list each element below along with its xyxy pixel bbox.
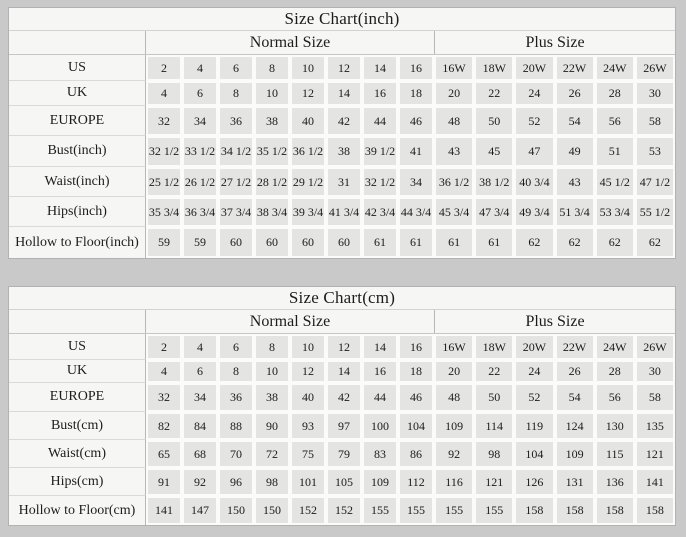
size-value-cell: 152 [290,496,326,525]
size-value-cell: 37 3/4 [218,197,254,227]
size-value-cell: 50 [474,106,514,136]
size-value-cell: 40 [290,383,326,412]
size-value-cell: 29 1/2 [290,167,326,197]
row-label: Waist(inch) [9,167,146,197]
size-value-cell: 10 [254,360,290,383]
size-value-cell: 38 [254,383,290,412]
size-value-cell: 92 [182,468,218,496]
size-value-cell: 44 [362,106,398,136]
size-value-cell: 47 [514,136,554,167]
size-value-cell: 50 [474,383,514,412]
plus-size-header: Plus Size [434,310,675,333]
size-value-cell: 40 [290,106,326,136]
corner-cell [9,310,146,333]
size-value-cell: 131 [555,468,595,496]
table-row [9,383,675,412]
size-value-cell: 8 [254,55,290,81]
size-value-cell: 12 [326,334,362,360]
size-value-cell: 115 [595,440,635,468]
size-value-cell: 53 3/4 [595,197,635,227]
group-header-row [9,31,675,55]
size-value-cell: 147 [182,496,218,525]
table-body [9,334,675,525]
size-value-cell: 16 [398,334,434,360]
size-value-cell: 24 [514,81,554,106]
size-value-cell: 121 [635,440,675,468]
row-label: Hollow to Floor(cm) [9,496,146,525]
size-value-cell: 61 [398,227,434,258]
size-value-cell: 49 3/4 [514,197,554,227]
size-value-cell: 101 [290,468,326,496]
size-value-cell: 16W [434,55,474,81]
size-value-cell: 45 3/4 [434,197,474,227]
size-value-cell: 38 3/4 [254,197,290,227]
size-value-cell: 75 [290,440,326,468]
size-value-cell: 46 [398,106,434,136]
size-value-cell: 32 [146,106,182,136]
size-value-cell: 62 [635,227,675,258]
size-chart-cm-panel [8,286,676,526]
size-value-cell: 18 [398,360,434,383]
table-row [9,227,675,258]
size-value-cell: 60 [254,227,290,258]
size-value-cell: 8 [218,360,254,383]
size-value-cell: 14 [362,334,398,360]
size-value-cell: 20W [514,334,554,360]
size-value-cell: 47 1/2 [635,167,675,197]
size-value-cell: 6 [218,334,254,360]
size-value-cell: 130 [595,412,635,440]
normal-size-header: Normal Size [249,33,331,51]
size-value-cell: 26 [555,81,595,106]
row-label: UK [9,360,146,383]
size-value-cell: 124 [555,412,595,440]
size-value-cell: 53 [635,136,675,167]
size-value-cell: 59 [182,227,218,258]
size-value-cell: 18 [398,81,434,106]
table-row [9,360,675,383]
size-value-cell: 72 [254,440,290,468]
size-value-cell: 155 [398,496,434,525]
size-value-cell: 65 [146,440,182,468]
size-value-cell: 62 [514,227,554,258]
table-body [9,55,675,258]
size-value-cell: 97 [326,412,362,440]
size-value-cell: 2 [146,55,182,81]
size-value-cell: 44 3/4 [398,197,434,227]
size-value-cell: 150 [218,496,254,525]
size-value-cell: 24W [595,55,635,81]
size-value-cell: 22W [555,55,595,81]
size-value-cell: 32 1/2 [146,136,182,167]
size-value-cell: 44 [362,383,398,412]
row-label: Bust(inch) [9,136,146,167]
size-value-cell: 10 [254,81,290,106]
row-label: US [9,334,146,360]
size-value-cell: 41 3/4 [326,197,362,227]
size-value-cell: 28 [595,81,635,106]
size-value-cell: 62 [595,227,635,258]
size-value-cell: 60 [290,227,326,258]
size-value-cell: 152 [326,496,362,525]
size-value-cell: 70 [218,440,254,468]
size-value-cell: 4 [146,81,182,106]
size-value-cell: 45 1/2 [595,167,635,197]
size-value-cell: 51 [595,136,635,167]
row-label: EUROPE [9,383,146,412]
size-value-cell: 105 [326,468,362,496]
row-label: EUROPE [9,106,146,136]
size-value-cell: 56 [595,383,635,412]
size-value-cell: 35 3/4 [146,197,182,227]
size-value-cell: 25 1/2 [146,167,182,197]
row-label: Hips(cm) [9,468,146,496]
size-value-cell: 68 [182,440,218,468]
size-value-cell: 4 [182,334,218,360]
row-label: Bust(cm) [9,412,146,440]
size-value-cell: 60 [326,227,362,258]
size-value-cell: 112 [398,468,434,496]
size-value-cell: 61 [434,227,474,258]
size-value-cell: 27 1/2 [218,167,254,197]
size-value-cell: 28 1/2 [254,167,290,197]
size-value-cell: 36 1/2 [290,136,326,167]
table-row [9,412,675,440]
row-label: Waist(cm) [9,440,146,468]
size-value-cell: 46 [398,383,434,412]
size-value-cell: 54 [555,383,595,412]
size-value-cell: 36 [218,106,254,136]
size-value-cell: 22 [474,360,514,383]
size-value-cell: 12 [290,81,326,106]
size-value-cell: 100 [362,412,398,440]
row-label: Hips(inch) [9,197,146,227]
size-value-cell: 20 [434,360,474,383]
table-title: Size Chart(cm) [9,287,675,310]
size-value-cell: 36 3/4 [182,197,218,227]
table-row [9,468,675,496]
table-row [9,197,675,227]
size-value-cell: 62 [555,227,595,258]
size-value-cell: 52 [514,383,554,412]
size-value-cell: 42 [326,106,362,136]
size-value-cell: 51 3/4 [555,197,595,227]
size-value-cell: 155 [434,496,474,525]
size-value-cell: 16W [434,334,474,360]
size-value-cell: 98 [254,468,290,496]
size-value-cell: 88 [218,412,254,440]
size-value-cell: 39 3/4 [290,197,326,227]
size-value-cell: 26 1/2 [182,167,218,197]
size-value-cell: 22 [474,81,514,106]
page-background [0,7,686,537]
size-value-cell: 141 [146,496,182,525]
size-value-cell: 35 1/2 [254,136,290,167]
size-value-cell: 42 3/4 [362,197,398,227]
size-value-cell: 38 1/2 [474,167,514,197]
group-header-row [9,310,675,334]
size-value-cell: 121 [474,468,514,496]
size-value-cell: 26 [555,360,595,383]
size-value-cell: 61 [362,227,398,258]
size-value-cell: 42 [326,383,362,412]
size-value-cell: 58 [635,383,675,412]
normal-size-header: Normal Size [249,312,331,330]
size-value-cell: 92 [434,440,474,468]
size-value-cell: 38 [254,106,290,136]
size-value-cell: 114 [474,412,514,440]
size-value-cell: 91 [146,468,182,496]
size-value-cell: 40 3/4 [514,167,554,197]
size-chart-inch-panel [8,7,676,259]
size-value-cell: 109 [362,468,398,496]
size-value-cell: 2 [146,334,182,360]
size-value-cell: 6 [218,55,254,81]
size-value-cell: 14 [326,360,362,383]
size-value-cell: 28 [595,360,635,383]
size-value-cell: 18W [474,334,514,360]
size-value-cell: 98 [474,440,514,468]
size-value-cell: 90 [254,412,290,440]
size-value-cell: 26W [635,334,675,360]
size-value-cell: 136 [595,468,635,496]
size-value-cell: 32 1/2 [362,167,398,197]
size-value-cell: 4 [146,360,182,383]
size-value-cell: 31 [326,167,362,197]
size-value-cell: 141 [635,468,675,496]
size-value-cell: 6 [182,360,218,383]
size-value-cell: 18W [474,55,514,81]
size-value-cell: 43 [434,136,474,167]
corner-cell [9,31,146,54]
size-value-cell: 12 [290,360,326,383]
size-value-cell: 12 [326,55,362,81]
size-value-cell: 16 [362,360,398,383]
size-value-cell: 109 [434,412,474,440]
size-value-cell: 4 [182,55,218,81]
size-value-cell: 33 1/2 [182,136,218,167]
size-value-cell: 34 1/2 [218,136,254,167]
size-value-cell: 34 [182,383,218,412]
size-value-cell: 47 3/4 [474,197,514,227]
size-value-cell: 82 [146,412,182,440]
size-value-cell: 126 [514,468,554,496]
size-value-cell: 158 [555,496,595,525]
size-value-cell: 155 [362,496,398,525]
size-value-cell: 86 [398,440,434,468]
size-value-cell: 24W [595,334,635,360]
table-row [9,496,675,525]
table-row [9,106,675,136]
row-label: UK [9,81,146,106]
size-value-cell: 38 [326,136,362,167]
size-value-cell: 84 [182,412,218,440]
size-value-cell: 20W [514,55,554,81]
table-row [9,334,675,360]
size-value-cell: 158 [635,496,675,525]
table-row [9,440,675,468]
size-value-cell: 8 [218,81,254,106]
size-value-cell: 8 [254,334,290,360]
size-value-cell: 104 [398,412,434,440]
size-value-cell: 119 [514,412,554,440]
table-row [9,81,675,106]
plus-size-header: Plus Size [434,31,675,54]
size-value-cell: 36 [218,383,254,412]
size-value-cell: 52 [514,106,554,136]
size-value-cell: 59 [146,227,182,258]
table-row [9,136,675,167]
size-value-cell: 158 [514,496,554,525]
size-value-cell: 83 [362,440,398,468]
size-value-cell: 45 [474,136,514,167]
size-value-cell: 48 [434,383,474,412]
size-value-cell: 14 [326,81,362,106]
size-value-cell: 116 [434,468,474,496]
size-value-cell: 93 [290,412,326,440]
table-title: Size Chart(inch) [9,8,675,31]
size-value-cell: 30 [635,360,675,383]
size-value-cell: 39 1/2 [362,136,398,167]
size-value-cell: 10 [290,334,326,360]
size-value-cell: 96 [218,468,254,496]
size-value-cell: 135 [635,412,675,440]
row-label: Hollow to Floor(inch) [9,227,146,258]
size-value-cell: 79 [326,440,362,468]
size-value-cell: 32 [146,383,182,412]
size-value-cell: 55 1/2 [635,197,675,227]
size-value-cell: 54 [555,106,595,136]
size-value-cell: 49 [555,136,595,167]
size-value-cell: 6 [182,81,218,106]
size-value-cell: 56 [595,106,635,136]
table-row [9,55,675,81]
size-value-cell: 41 [398,136,434,167]
size-value-cell: 36 1/2 [434,167,474,197]
size-value-cell: 34 [182,106,218,136]
size-value-cell: 104 [514,440,554,468]
size-value-cell: 22W [555,334,595,360]
size-value-cell: 58 [635,106,675,136]
size-value-cell: 30 [635,81,675,106]
size-value-cell: 16 [362,81,398,106]
size-value-cell: 61 [474,227,514,258]
size-value-cell: 14 [362,55,398,81]
size-value-cell: 150 [254,496,290,525]
table-row [9,167,675,197]
size-value-cell: 158 [595,496,635,525]
row-label: US [9,55,146,81]
size-value-cell: 155 [474,496,514,525]
size-value-cell: 16 [398,55,434,81]
size-value-cell: 26W [635,55,675,81]
size-value-cell: 60 [218,227,254,258]
size-value-cell: 34 [398,167,434,197]
size-value-cell: 20 [434,81,474,106]
size-value-cell: 109 [555,440,595,468]
size-value-cell: 10 [290,55,326,81]
size-value-cell: 24 [514,360,554,383]
size-value-cell: 48 [434,106,474,136]
size-value-cell: 43 [555,167,595,197]
